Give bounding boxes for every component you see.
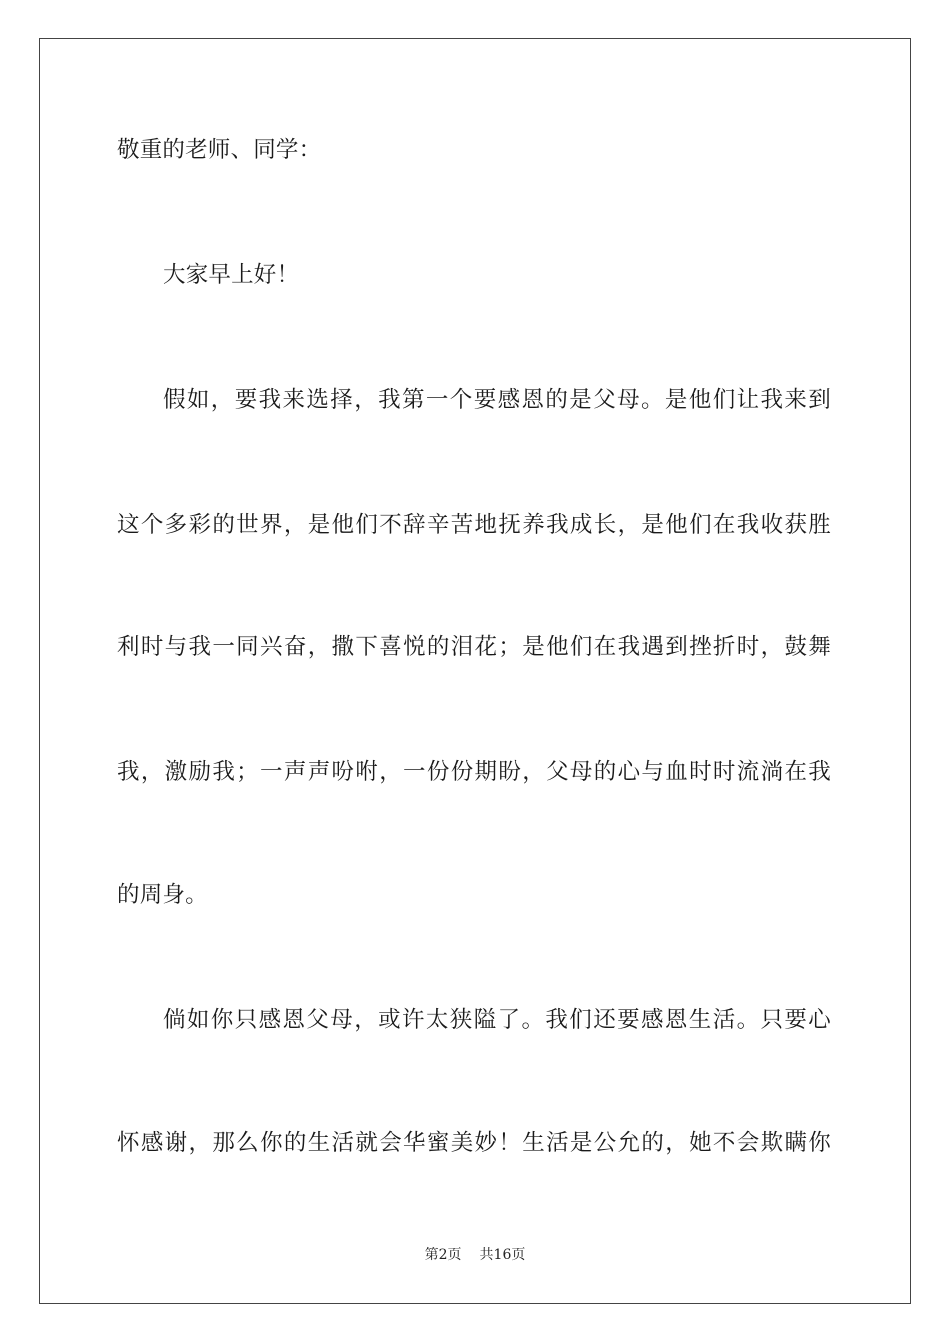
paragraph-line: 我，激励我；一声声吩咐，一份份期盼，父母的心与血时时流淌在我 [117,759,831,785]
page-border [39,38,911,1304]
paragraph-line: 倘如你只感恩父母，或许太狭隘了。我们还要感恩生活。只要心 [163,1007,831,1033]
paragraph-line: 的周身。 [117,882,208,908]
greeting-line: 大家早上好！ [163,262,300,288]
paragraph-line: 怀感谢，那么你的生活就会华蜜美妙！生活是公允的，她不会欺瞒你 [117,1130,831,1156]
paragraph-line: 这个多彩的世界，是他们不辞辛苦地抚养我成长，是他们在我收获胜 [117,512,831,538]
salutation-line: 敬重的老师、同学： [117,137,322,163]
page-number: 第2页 [424,1247,462,1263]
paragraph-line: 利时与我一同兴奋，撒下喜悦的泪花；是他们在我遇到挫折时，鼓舞 [117,634,831,660]
page-footer [0,1246,950,1264]
paragraph-line: 假如，要我来选择，我第一个要感恩的是父母。是他们让我来到 [163,387,831,413]
page-total: 共16页 [479,1247,526,1263]
